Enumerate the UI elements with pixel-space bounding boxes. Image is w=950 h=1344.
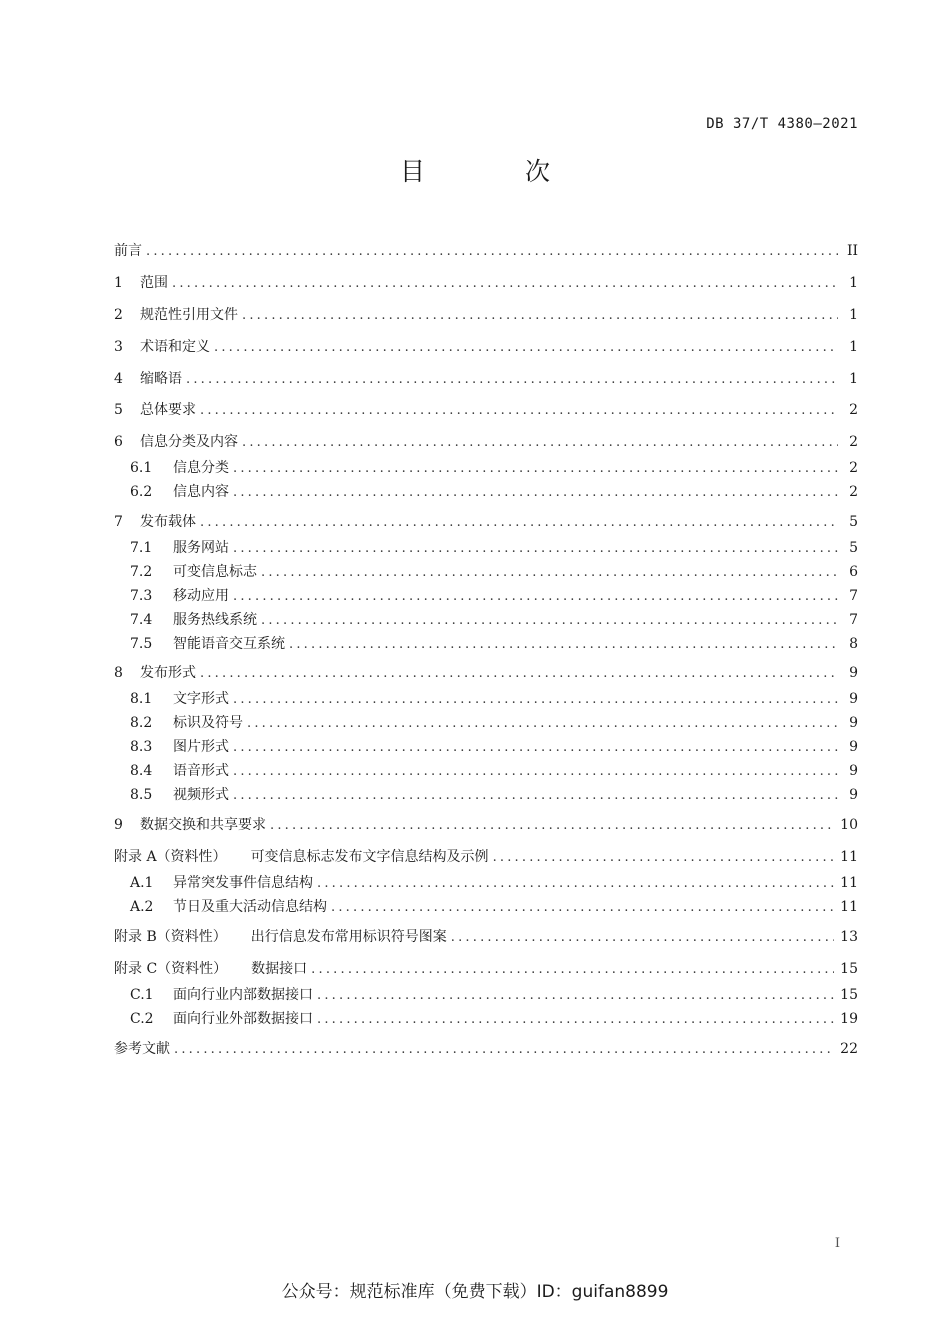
toc-page-number: 7 bbox=[849, 612, 858, 628]
toc-entry-8-4[interactable] bbox=[130, 761, 858, 781]
toc-entry-label: 发布形式 bbox=[140, 665, 196, 681]
toc-entry-number: 1 bbox=[114, 275, 123, 291]
toc-entry-number: 7.2 bbox=[130, 564, 153, 580]
toc-entry-8-2[interactable] bbox=[130, 713, 858, 733]
toc-entry-number: 4 bbox=[114, 371, 123, 387]
toc-entry-3[interactable] bbox=[114, 337, 858, 357]
toc-page-number: 9 bbox=[849, 715, 858, 731]
toc-entry-label: 异常突发事件信息结构 bbox=[173, 875, 313, 891]
toc-entry-label: 信息内容 bbox=[173, 484, 229, 500]
toc-entry-number: 3 bbox=[114, 339, 123, 355]
dot-leader bbox=[270, 816, 834, 836]
toc-entry-number: C.2 bbox=[130, 1011, 154, 1027]
toc-entry-label: 术语和定义 bbox=[140, 339, 210, 355]
toc-page-number: 9 bbox=[849, 665, 858, 681]
toc-page-number: 9 bbox=[849, 691, 858, 707]
toc-entry-number: 7 bbox=[114, 514, 123, 530]
toc-page-number: 9 bbox=[849, 763, 858, 779]
page-title: 目 次 bbox=[400, 157, 596, 186]
toc-entry-number: 8.1 bbox=[130, 691, 153, 707]
toc-entry-label: 可变信息标志 bbox=[173, 564, 257, 580]
toc-entry-appendix-c[interactable] bbox=[114, 959, 858, 979]
toc-entry-label: 服务网站 bbox=[173, 540, 229, 556]
toc-page-number: 10 bbox=[840, 817, 858, 833]
toc-page-number: 1 bbox=[849, 371, 858, 387]
dot-leader bbox=[174, 1040, 834, 1060]
toc-entry-label: 规范性引用文件 bbox=[140, 307, 238, 323]
toc-entry-4[interactable] bbox=[114, 369, 858, 389]
toc-entry-number: A.2 bbox=[130, 899, 154, 915]
toc-entry-appendix-a[interactable] bbox=[114, 847, 858, 867]
toc-entry-label: 视频形式 bbox=[173, 787, 229, 803]
toc-entry-label: 移动应用 bbox=[173, 588, 229, 604]
dot-leader bbox=[233, 762, 838, 782]
toc-page-number: 2 bbox=[849, 484, 858, 500]
toc-entry-number: 7.1 bbox=[130, 540, 153, 556]
dot-leader bbox=[200, 401, 838, 421]
toc-entry-label: 信息分类及内容 bbox=[140, 434, 238, 450]
toc-page-number: 5 bbox=[849, 540, 858, 556]
toc-entry-number: 8.5 bbox=[130, 787, 153, 803]
dot-leader bbox=[317, 986, 834, 1006]
toc-entry-8[interactable] bbox=[114, 663, 858, 683]
toc-page-number: 1 bbox=[849, 275, 858, 291]
dot-leader bbox=[242, 433, 838, 453]
toc-page-number: II bbox=[846, 243, 858, 259]
toc-entry-5[interactable] bbox=[114, 400, 858, 420]
toc-entry-label: 缩略语 bbox=[140, 371, 182, 387]
toc-page-number: 15 bbox=[840, 987, 858, 1003]
dot-leader bbox=[186, 370, 838, 390]
toc-entry-preface[interactable] bbox=[114, 241, 858, 261]
toc-entry-7[interactable] bbox=[114, 512, 858, 532]
toc-page-number: 1 bbox=[849, 339, 858, 355]
toc-entry-label: 范围 bbox=[140, 275, 168, 291]
toc-page-number: 11 bbox=[840, 849, 858, 865]
toc-page-number: 2 bbox=[849, 434, 858, 450]
toc-entry-label: 智能语音交互系统 bbox=[173, 636, 285, 652]
toc-entry-number: 8.2 bbox=[130, 715, 153, 731]
dot-leader bbox=[311, 960, 834, 980]
toc-entry-1[interactable] bbox=[114, 273, 858, 293]
toc-entry-7-1[interactable] bbox=[130, 538, 858, 558]
dot-leader bbox=[233, 459, 838, 479]
toc-entry-7-5[interactable] bbox=[130, 634, 858, 654]
toc-entry-number: A.1 bbox=[130, 875, 154, 891]
toc-entry-7-3[interactable] bbox=[130, 586, 858, 606]
toc-entry-label: 数据接口 bbox=[251, 961, 308, 977]
dot-leader bbox=[451, 928, 834, 948]
toc-entry-number: 6.2 bbox=[130, 484, 153, 500]
toc-entry-number: 附录 A（资料性） bbox=[114, 849, 227, 865]
dot-leader bbox=[233, 483, 838, 503]
toc-entry-number: 5 bbox=[114, 402, 123, 418]
toc-entry-8-3[interactable] bbox=[130, 737, 858, 757]
toc-entry-a-2[interactable] bbox=[130, 897, 858, 917]
dot-leader bbox=[261, 611, 838, 631]
toc-entry-8-1[interactable] bbox=[130, 689, 858, 709]
toc-entry-7-2[interactable] bbox=[130, 562, 858, 582]
toc-entry-label: 文字形式 bbox=[173, 691, 229, 707]
toc-page-number: 5 bbox=[849, 514, 858, 530]
toc-entry-8-5[interactable] bbox=[130, 785, 858, 805]
dot-leader bbox=[493, 848, 835, 868]
toc-entry-label: 语音形式 bbox=[173, 763, 229, 779]
toc-page-number: 2 bbox=[849, 460, 858, 476]
dot-leader bbox=[200, 513, 838, 533]
page-number: I bbox=[834, 1236, 840, 1251]
toc-entry-2[interactable] bbox=[114, 305, 858, 325]
toc-page-number: 11 bbox=[840, 899, 858, 915]
toc-page-number: 7 bbox=[849, 588, 858, 604]
toc-entry-6[interactable] bbox=[114, 432, 858, 452]
toc-entry-number: 8.4 bbox=[130, 763, 153, 779]
toc-entry-label: 图片形式 bbox=[173, 739, 229, 755]
toc-entry-7-4[interactable] bbox=[130, 610, 858, 630]
dot-leader bbox=[172, 274, 838, 294]
toc-entry-c-1[interactable] bbox=[130, 985, 858, 1005]
toc-entry-label: 总体要求 bbox=[140, 402, 196, 418]
dot-leader bbox=[146, 242, 838, 262]
toc-entry-label: 前言 bbox=[114, 243, 142, 259]
toc-entry-label: 服务热线系统 bbox=[173, 612, 257, 628]
toc-entry-number: C.1 bbox=[130, 987, 154, 1003]
toc-entry-6-2[interactable] bbox=[130, 482, 858, 502]
footer-watermark: 公众号：规范标准库（免费下载）ID：guifan8899 bbox=[281, 1282, 669, 1302]
dot-leader bbox=[233, 786, 838, 806]
toc-page-number: 13 bbox=[840, 929, 858, 945]
toc-page-number: 19 bbox=[840, 1011, 858, 1027]
dot-leader bbox=[247, 714, 838, 734]
toc-entry-label: 可变信息标志发布文字信息结构及示例 bbox=[250, 849, 489, 865]
dot-leader bbox=[200, 664, 838, 684]
toc-entry-number: 附录 C（资料性） bbox=[114, 961, 228, 977]
toc-entry-c-2[interactable] bbox=[130, 1009, 858, 1029]
toc-page-number: 9 bbox=[849, 739, 858, 755]
dot-leader bbox=[289, 635, 838, 655]
dot-leader bbox=[233, 539, 838, 559]
dot-leader bbox=[233, 690, 838, 710]
toc-entry-number: 7.3 bbox=[130, 588, 153, 604]
toc-entry-number: 8.3 bbox=[130, 739, 153, 755]
toc-entry-label: 面向行业外部数据接口 bbox=[173, 1011, 313, 1027]
dot-leader bbox=[233, 587, 838, 607]
toc-entry-label: 面向行业内部数据接口 bbox=[173, 987, 313, 1003]
dot-leader bbox=[233, 738, 838, 758]
dot-leader bbox=[261, 563, 838, 583]
toc-page-number: 1 bbox=[849, 307, 858, 323]
toc-entry-6-1[interactable] bbox=[130, 458, 858, 478]
dot-leader bbox=[242, 306, 838, 326]
dot-leader bbox=[214, 338, 838, 358]
dot-leader bbox=[317, 1010, 834, 1030]
toc-entry-references[interactable] bbox=[114, 1039, 858, 1059]
toc-entry-number: 8 bbox=[114, 665, 123, 681]
dot-leader bbox=[331, 898, 834, 918]
toc-entry-label: 标识及符号 bbox=[173, 715, 243, 731]
toc-entry-a-1[interactable] bbox=[130, 873, 858, 893]
toc-entry-label: 出行信息发布常用标识符号图案 bbox=[250, 929, 447, 945]
toc-entry-9[interactable] bbox=[114, 815, 858, 835]
toc-entry-number: 6 bbox=[114, 434, 123, 450]
toc-entry-label: 节日及重大活动信息结构 bbox=[173, 899, 327, 915]
toc-entry-number: 附录 B（资料性） bbox=[114, 929, 227, 945]
toc-entry-number: 9 bbox=[114, 817, 123, 833]
toc-page-number: 15 bbox=[840, 961, 858, 977]
toc-entry-number: 7.5 bbox=[130, 636, 153, 652]
toc-entry-label: 数据交换和共享要求 bbox=[140, 817, 266, 833]
toc-entry-label: 发布载体 bbox=[140, 514, 196, 530]
toc-page-number: 2 bbox=[849, 402, 858, 418]
toc-page-number: 6 bbox=[849, 564, 858, 580]
toc-page-number: 9 bbox=[849, 787, 858, 803]
dot-leader bbox=[317, 874, 834, 894]
toc-page-number: 22 bbox=[840, 1041, 858, 1057]
toc-entry-label: 参考文献 bbox=[114, 1041, 170, 1057]
toc-entry-number: 7.4 bbox=[130, 612, 153, 628]
toc-entry-label: 信息分类 bbox=[173, 460, 229, 476]
toc-page-number: 11 bbox=[840, 875, 858, 891]
toc-entry-number: 2 bbox=[114, 307, 123, 323]
toc-entry-number: 6.1 bbox=[130, 460, 153, 476]
toc-entry-appendix-b[interactable] bbox=[114, 927, 858, 947]
document-code: DB 37/T 4380—2021 bbox=[706, 116, 858, 132]
toc-page-number: 8 bbox=[849, 636, 858, 652]
